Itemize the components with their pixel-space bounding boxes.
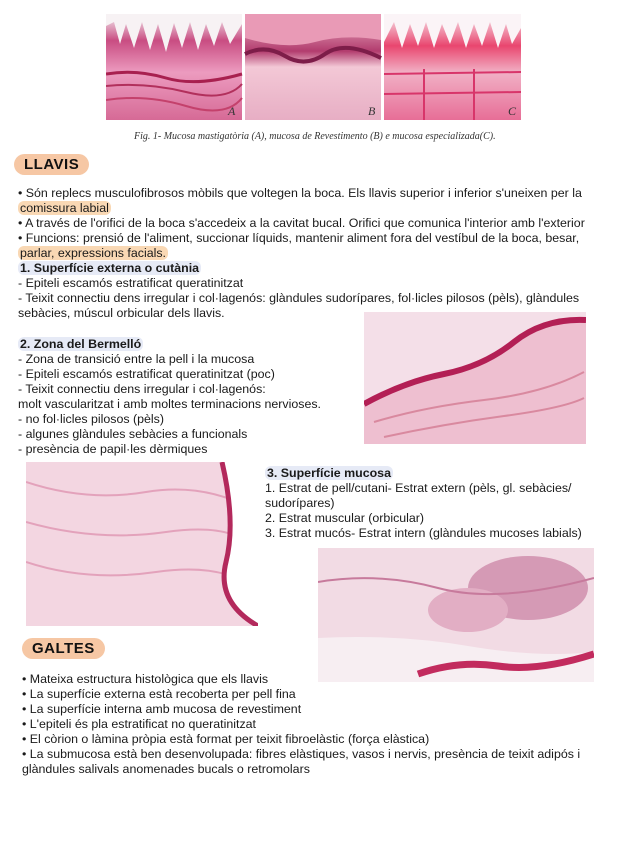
s1-title-text: 1. Superfície externa o cutània [20,261,200,275]
s1-line-1: - Epiteli escamós estratificat queratinitzat [18,276,244,290]
panel-label-c: C [508,104,517,118]
galtes-bullet-3-text: • La superfície interna amb mucosa de revestiment [22,702,302,716]
s2-line-2: - Epiteli escamós estratificat queratinitzat (poc) [18,367,275,381]
galtes-bullet-1-text: • Mateixa estructura histològica que els llavis [22,672,269,686]
llavis-bullet-1-text: • Són replecs musculofibrosos mòbils que voltegen la boca. Els llavis superior i inferior s'uneixen per la [18,186,582,200]
s2-line-3: - Teixit connectiu dens irregular i col·lagenós: [18,382,266,396]
s3-title-text: 3. Superfície mucosa [267,466,391,480]
s2-line-6: - algunes glàndules sebàcies a funcionals [18,427,248,441]
figure-histology [106,14,521,120]
panel-label-a: A [228,104,236,118]
s3-line-4: 3. Estrat mucós- Estrat intern (glàndules mucoses labials) [265,526,582,540]
galtes-bullet-5 [22,732,429,747]
s2-line-7: - presència de papil·les dèrmiques [18,442,208,456]
galtes-bullet-2-text: • La superfície externa està recoberta per pell fina [22,687,296,701]
s2-title-text: 2. Zona del Bermelló [20,337,142,351]
galtes-bullet-2 [22,687,296,702]
panel-label-b: B [368,104,376,118]
galtes-bullet-3 [22,702,301,717]
mucosa-image [318,548,594,682]
llavis-bullet-1b [18,201,111,216]
llavis-bullet-3b [18,246,168,261]
s1-line-3: sebàcies, múscul orbicular dels llavis. [18,306,225,320]
galtes-bullet-7-text: glàndules salivals anomenades bucals o retromolars [22,762,310,776]
s2-title [18,337,143,352]
s1-title [18,261,201,276]
s1-line-2: - Teixit connectiu dens irregular i col·lagenós: glàndules sudorípares, fol·licles pilosos (pèls), glàndules [18,291,580,305]
llavis-bullet-1 [18,186,582,201]
s3-title [265,466,393,481]
llavis-bullet-2 [18,216,585,231]
panel-c-image [384,14,521,120]
llavis-heading: LLAVIS [14,154,89,175]
galtes-heading: GALTES [22,638,105,659]
panel-a-image [106,14,242,120]
llavis-bullet-1b-text: comissura labial [20,201,109,215]
llavis-bullet-3 [18,231,579,246]
galtes-bullet-6 [22,747,580,762]
galtes-bullet-1 [22,672,268,687]
histology-panels [106,14,521,120]
panel-b-image [245,14,381,120]
s2-line-5: - no fol·licles pilosos (pèls) [18,412,164,426]
galtes-bullet-4 [22,717,256,732]
vermilion-image [364,312,586,444]
galtes-bullet-4-text: • L'epiteli és pla estratificat no queratinitzat [22,717,256,731]
figure-caption: Fig. 1- Mucosa mastigatòria (A), mucosa de Revestimento (B) e mucosa especializada(C). [134,131,496,142]
tissue-image-left [26,462,258,626]
s3-line-3: 2. Estrat muscular (orbicular) [265,511,425,525]
llavis-bullet-2-text: • A través de l'orifici de la boca s'accedeix a la cavitat bucal. Orifici que comunica l'interior amb l'exterior [18,216,585,230]
galtes-bullet-6-text: • La submucosa està ben desenvolupada: fibres elàstiques, vasos i nervis, presència de teixit adipós i [22,747,581,761]
s2-line-4: molt vascularitzat i amb moltes terminacions nervioses. [18,397,321,411]
llavis-bullet-3b-text: parlar, expressions facials. [20,246,167,260]
s3-line-2: sudorípares) [265,496,335,510]
s3-line-1: 1. Estrat de pell/cutani- Estrat extern (pèls, gl. sebàcies/ [265,481,572,495]
galtes-bullet-7 [22,762,310,777]
s2-line-1: - Zona de transició entre la pell i la mucosa [18,352,255,366]
llavis-bullet-3-text: • Funcions: prensió de l'aliment, succionar líquids, mantenir aliment fora del vestíbul de la boca, besar, [18,231,580,245]
galtes-bullet-5-text: • El còrion o làmina pròpia està format per teixit fibroelàstic (força elàstica) [22,732,430,746]
